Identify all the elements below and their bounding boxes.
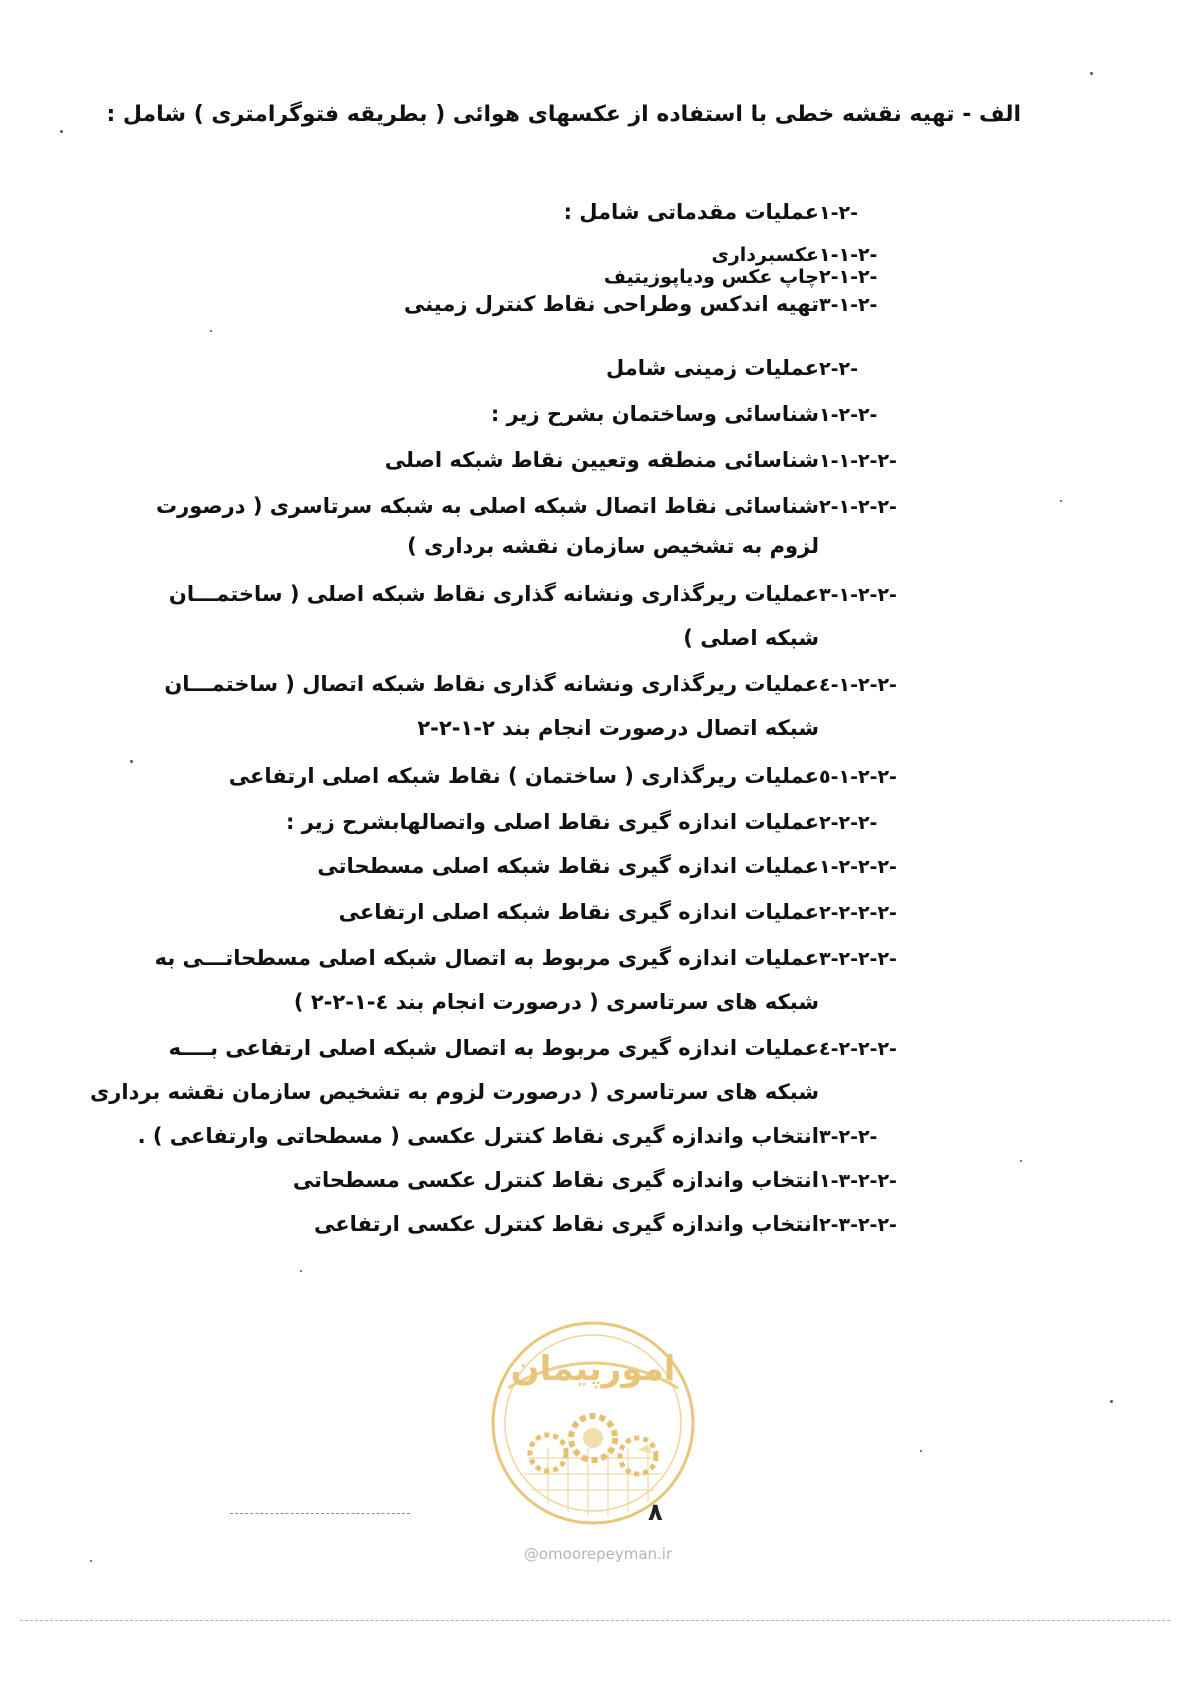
item-number: ۱-۱-۲- xyxy=(819,244,878,266)
watermark-text: @omoorepeyman.ir xyxy=(523,1545,673,1563)
list-item xyxy=(314,1212,959,1236)
item-number: ٥-۱-۲-۲- xyxy=(819,766,897,788)
item-text: شناسائی نقاط اتصال شبکه اصلی به شبکه سرتاسری ( درصورت xyxy=(156,494,819,518)
item-text: شناسائی منطقه وتعیین نقاط شبکه اصلی xyxy=(384,448,819,472)
item-number: ۱-۱-۲-۲- xyxy=(819,450,897,472)
list-item xyxy=(606,356,959,380)
scan-speck xyxy=(1060,500,1062,502)
item-continuation: شبکه های سرتاسری ( درصورت لزوم به تشخیص سازمان نقشه برداری xyxy=(90,1080,819,1104)
item-number: ۱-۲-۲-۲- xyxy=(819,856,897,878)
item-number: ۳-۱-۲-۲- xyxy=(819,584,897,606)
list-item xyxy=(339,900,959,924)
item-text: عملیات ریرگذاری ونشانه گذاری نقاط شبکه اصلی ( ساختمـــان xyxy=(168,582,819,606)
list-item xyxy=(138,1124,959,1148)
seal-text: امورپیمان xyxy=(510,1349,676,1389)
item-text: تهیه اندکس وطراحی نقاط کنترل زمینی xyxy=(403,292,819,316)
scan-speck xyxy=(90,1560,92,1562)
scan-speck xyxy=(1020,1160,1022,1162)
item-continuation: لزوم به تشخیص سازمان نقشه برداری ) xyxy=(407,534,819,558)
item-text: عملیات اندازه گیری نقاط شبکه اصلی مسطحاتی xyxy=(317,854,819,878)
item-text: شناسائی وساختمان بشرح زیر : xyxy=(490,402,819,426)
item-text: عملیات مقدماتی شامل : xyxy=(563,200,819,224)
item-number: ۳-۲-۲-۲- xyxy=(819,948,897,970)
item-number: ۲-۲- xyxy=(819,358,858,380)
item-number: ۳-۱-۲- xyxy=(819,294,878,316)
scan-dash-line xyxy=(20,1620,1170,1621)
item-number: ۱-۲-۲- xyxy=(819,404,878,426)
list-item xyxy=(385,448,959,472)
item-text: عملیات اندازه گیری مربوط به اتصال شبکه اصلی ارتفاعی بــــه xyxy=(168,1036,819,1060)
scan-speck xyxy=(60,130,63,133)
item-number: ۳-۲-۲- xyxy=(819,1126,878,1148)
seal-logo-icon xyxy=(488,1318,698,1528)
list-item xyxy=(156,494,959,518)
item-text: انتخاب واندازه گیری نقاط کنترل عکسی مسطحاتی xyxy=(292,1168,819,1192)
list-item xyxy=(169,582,959,606)
list-item xyxy=(317,854,959,878)
page-number: ۸ xyxy=(648,1498,663,1526)
item-number: ۲-۲-۲-۲- xyxy=(819,902,897,924)
item-continuation: شبکه اصلی ) xyxy=(683,626,819,650)
item-text: عملیات ریرگذاری ونشانه گذاری نقاط شبکه اتصال ( ساختمـــان xyxy=(164,672,819,696)
item-text: چاپ عکس ودیاپوزیتیف xyxy=(603,266,819,288)
list-item xyxy=(293,1168,959,1192)
item-number: ۲-۱-۲- xyxy=(819,266,878,288)
item-text: عملیات اندازه گیری مربوط به اتصال شبکه اصلی مسطحاتـــی به xyxy=(154,946,819,970)
item-text: عملیات ریرگذاری ( ساختمان ) نقاط شبکه اصلی ارتفاعی xyxy=(228,764,819,788)
item-number: ٤-۱-۲-۲- xyxy=(819,674,897,696)
item-text: عملیات اندازه گیری نقاط شبکه اصلی ارتفاعی xyxy=(338,900,819,924)
item-text: عملیات اندازه گیری نقاط اصلی واتصالهابشرح زیر : xyxy=(286,810,819,834)
item-text: عملیات زمینی شامل xyxy=(606,356,819,380)
list-item xyxy=(286,810,959,834)
list-item xyxy=(491,402,959,426)
scan-speck xyxy=(300,1270,302,1272)
item-number: ۲-۲-۲- xyxy=(819,812,878,834)
item-number: ۲-۱-۲-۲- xyxy=(819,496,897,518)
scan-speck xyxy=(130,760,133,763)
item-number: ۱-۳-۲-۲- xyxy=(819,1170,897,1192)
scan-speck xyxy=(210,330,212,332)
scan-speck xyxy=(1110,1400,1113,1403)
scan-dash-line xyxy=(230,1513,410,1514)
item-continuation: شبکه اتصال درصورت انجام بند ۲-۱-۲-۲ xyxy=(417,716,819,740)
scan-speck xyxy=(920,1450,922,1452)
item-continuation: شبکه های سرتاسری ( درصورت انجام بند ٤-۱-۲-۲ ) xyxy=(293,990,819,1014)
item-number: ٤-۲-۲-۲- xyxy=(819,1038,897,1060)
item-text: انتخاب واندازه گیری نقاط کنترل عکسی ( مسطحاتی وارتفاعی ) . xyxy=(137,1124,819,1148)
scan-speck xyxy=(1090,72,1093,75)
list-item xyxy=(169,1036,959,1060)
list-item xyxy=(604,266,959,288)
list-item xyxy=(404,292,959,316)
list-item xyxy=(155,946,959,970)
item-text: انتخاب واندازه گیری نقاط کنترل عکسی ارتفاعی xyxy=(314,1212,819,1236)
item-number: ۲-۳-۲-۲- xyxy=(819,1214,897,1236)
list-item xyxy=(229,764,959,788)
page-title: الف - تهیه نقشه خطی با استفاده از عکسهای هوائی ( بطریقه فتوگرامتری ) شامل : xyxy=(106,102,1021,127)
list-item xyxy=(164,672,959,696)
item-number: ۱-۲- xyxy=(819,202,858,224)
list-item xyxy=(711,244,959,266)
list-item xyxy=(564,200,959,224)
item-text: عکسبرداری xyxy=(711,244,819,266)
